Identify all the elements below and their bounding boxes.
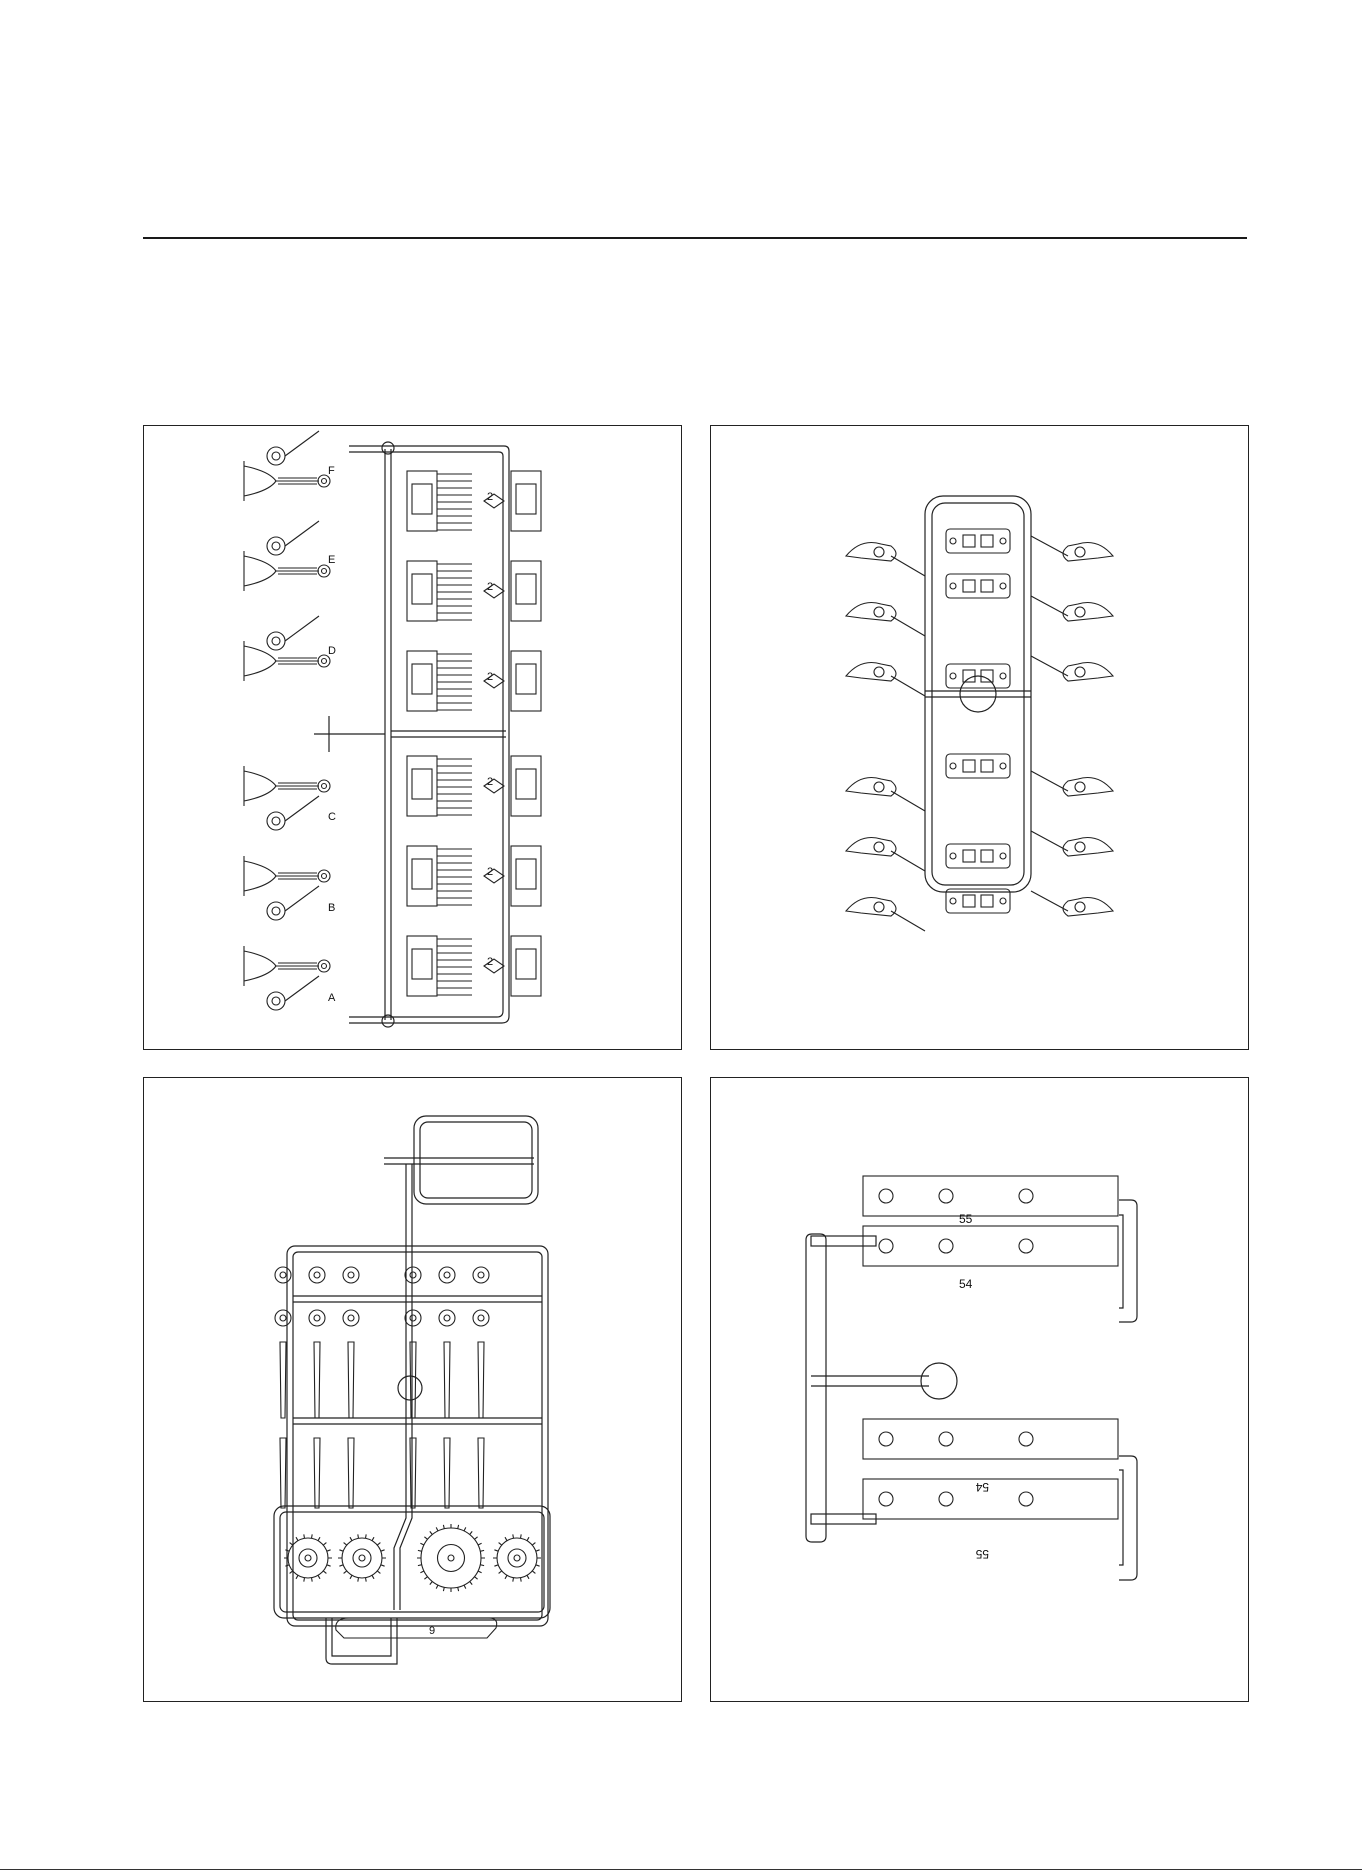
rocker-arm-sprue-drawing	[711, 426, 1248, 1049]
piston-part	[407, 846, 472, 906]
camshaft-cap-part	[863, 1176, 1118, 1216]
rocker-arm-left	[846, 778, 925, 812]
conrod-part	[244, 946, 330, 986]
piston-part	[407, 651, 472, 711]
header-rule	[143, 237, 1247, 239]
conrod-cap-part	[267, 886, 319, 920]
conrod-letter-label: D	[328, 645, 336, 657]
camshaft-cap-part	[863, 1226, 1118, 1266]
piston-part	[511, 561, 541, 621]
piston-part	[511, 846, 541, 906]
rocker-arm-left	[846, 663, 925, 697]
gear-part	[284, 1534, 332, 1581]
piston-number-label: 2	[487, 956, 494, 968]
cam-bracket-part	[946, 574, 1010, 598]
cam-bracket-part	[946, 754, 1010, 778]
gear-part	[338, 1534, 386, 1581]
conrod-part	[244, 766, 330, 806]
conrod-cap-part	[267, 796, 319, 830]
piston-number-label: 2	[487, 581, 494, 593]
conrod-letter-label: F	[328, 465, 335, 477]
gear-bar-label: 9	[429, 1625, 436, 1637]
cap-55-label-top: 55	[959, 1212, 973, 1226]
footer-rule	[0, 1869, 1362, 1870]
camshaft-cap-part	[863, 1479, 1118, 1519]
piston-part	[407, 471, 472, 531]
valve-part	[473, 1267, 489, 1508]
conrod-part	[244, 641, 330, 681]
rocker-arm-right	[1031, 831, 1113, 856]
piston-part	[511, 756, 541, 816]
piston-number-label: 2	[487, 776, 494, 788]
cap-54-label-top: 54	[959, 1277, 973, 1291]
conrod-cap-part	[267, 616, 319, 650]
piston-part	[407, 561, 472, 621]
cam-bracket-part	[946, 529, 1010, 553]
valve-part	[343, 1267, 359, 1508]
conrod-cap-part	[267, 521, 319, 555]
valve-part	[275, 1267, 291, 1508]
sprue-panel-valves-gears	[143, 1077, 682, 1702]
rocker-arm-right	[1031, 771, 1113, 796]
piston-part	[407, 756, 472, 816]
conrod-cap-part	[267, 431, 319, 465]
valve-gear-sprue-drawing	[144, 1078, 681, 1701]
rocker-arm-right	[1031, 596, 1113, 621]
cam-cap-sprue-drawing	[711, 1078, 1248, 1701]
cap-54-label-bottom: 54	[975, 1480, 989, 1494]
piston-part	[511, 651, 541, 711]
conrod-piston-sprue-drawing	[144, 426, 681, 1049]
rocker-arm-left	[846, 603, 925, 637]
conrod-letter-label: E	[328, 554, 336, 566]
gear-part	[493, 1534, 541, 1581]
sprue-panel-cam-caps	[710, 1077, 1249, 1702]
valve-part	[405, 1267, 421, 1508]
conrod-part	[244, 461, 330, 501]
conrod-letter-label: B	[328, 902, 336, 914]
rocker-arm-left	[846, 543, 925, 577]
piston-part	[407, 936, 472, 996]
sprue-panel-conrods-pistons	[143, 425, 682, 1050]
conrod-cap-part	[267, 976, 319, 1010]
valve-part	[309, 1267, 325, 1508]
valve-part	[439, 1267, 455, 1508]
rocker-arm-right	[1031, 891, 1113, 916]
gear-part	[417, 1524, 485, 1592]
piston-part	[511, 936, 541, 996]
camshaft-cap-part	[863, 1419, 1118, 1459]
piston-number-label: 2	[487, 671, 494, 683]
rocker-arm-right	[1031, 536, 1113, 561]
conrod-letter-label: A	[328, 992, 336, 1004]
cap-55-label-bottom: 55	[975, 1547, 989, 1561]
rocker-arm-left	[846, 898, 925, 932]
piston-number-label: 2	[487, 866, 494, 878]
piston-number-label: 2	[487, 491, 494, 503]
sprue-panel-rocker-arms	[710, 425, 1249, 1050]
cam-bracket-part	[946, 844, 1010, 868]
conrod-part	[244, 551, 330, 591]
conrod-letter-label: C	[328, 811, 336, 823]
rocker-arm-left	[846, 838, 925, 872]
conrod-part	[244, 856, 330, 896]
piston-part	[511, 471, 541, 531]
rocker-arm-right	[1031, 656, 1113, 681]
